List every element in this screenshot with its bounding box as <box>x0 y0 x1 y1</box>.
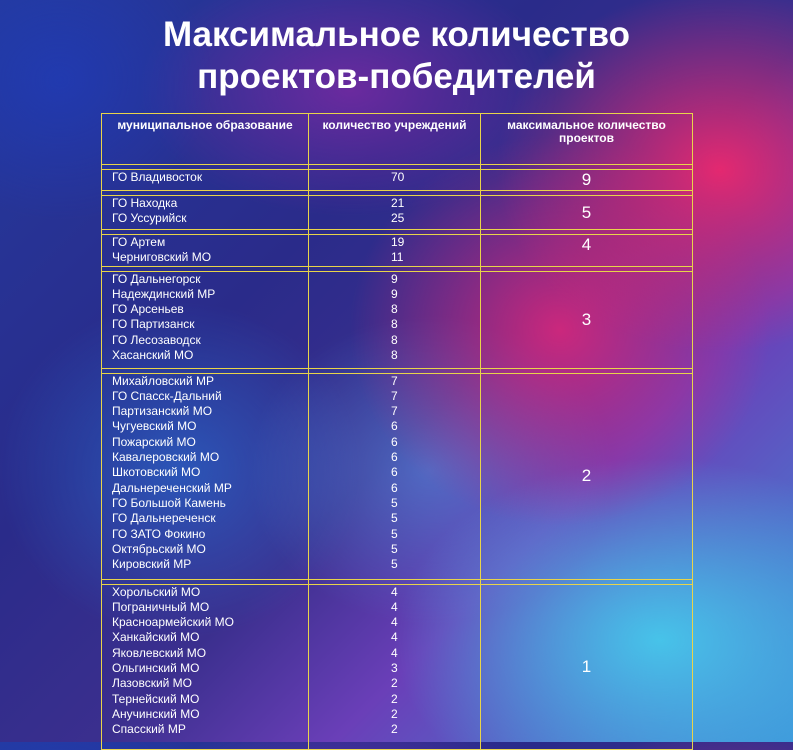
municipality-name: ГО Уссурийск <box>112 211 187 226</box>
title-line-2: проектов-победителей <box>197 57 596 96</box>
municipality-name: Дальнереченский МР <box>112 480 232 495</box>
municipality-name: Чугуевский МО <box>112 419 197 434</box>
municipality-name: Партизанский МО <box>112 404 213 419</box>
institutions-count-cell <box>309 170 481 191</box>
institutions-count: 3 <box>391 661 398 676</box>
municipality-name: ГО Дальнереченск <box>112 511 216 526</box>
institutions-count: 2 <box>391 691 398 706</box>
municipality-cell <box>102 196 309 230</box>
institutions-count-cell <box>309 373 481 579</box>
table-header-row <box>102 114 693 165</box>
institutions-count: 5 <box>391 495 398 510</box>
municipality-cell <box>102 271 309 368</box>
institutions-count: 6 <box>391 450 398 465</box>
municipality-name: Кировский МР <box>112 557 192 572</box>
institutions-count: 8 <box>391 302 398 317</box>
institutions-count: 4 <box>391 584 398 599</box>
institutions-count: 19 <box>391 235 405 249</box>
municipality-name: Ханкайский МО <box>112 630 200 645</box>
municipality-name: ГО Большой Камень <box>112 495 226 510</box>
group-row <box>102 373 693 579</box>
municipality-cell <box>102 373 309 579</box>
municipality-name: Октябрьский МО <box>112 541 206 556</box>
municipality-name: Хорольский МО <box>112 584 201 599</box>
municipality-name: ГО Лесозаводск <box>112 332 201 347</box>
institutions-count: 8 <box>391 317 398 332</box>
institutions-count: 5 <box>391 541 398 556</box>
header-max-projects: максимальное количество проектов <box>481 114 693 165</box>
municipality-name: Яковлевский МО <box>112 645 207 660</box>
municipality-name: ГО Партизанск <box>112 317 195 332</box>
max-projects-cell: 9 <box>481 170 693 191</box>
max-projects-cell: 4 <box>481 235 693 267</box>
group-row <box>102 235 693 267</box>
institutions-count-cell <box>309 235 481 267</box>
institutions-count: 4 <box>391 599 398 614</box>
max-projects-cell: 1 <box>481 584 693 749</box>
institutions-count: 7 <box>391 404 398 419</box>
municipality-name: Черниговский МО <box>112 250 212 265</box>
institutions-count-cell <box>309 271 481 368</box>
institutions-count: 5 <box>391 511 398 526</box>
municipality-name: Пожарский МО <box>112 434 196 449</box>
group-row <box>102 196 693 230</box>
max-projects-cell: 5 <box>481 196 693 230</box>
institutions-count: 9 <box>391 271 398 286</box>
institutions-count: 2 <box>391 706 398 721</box>
projects-table <box>101 113 693 750</box>
municipality-name: Кавалеровский МО <box>112 450 220 465</box>
municipality-name: Хасанский МО <box>112 348 194 363</box>
municipality-name: Пограничный МО <box>112 599 210 614</box>
institutions-count: 6 <box>391 419 398 434</box>
institutions-count: 6 <box>391 434 398 449</box>
municipality-cell <box>102 584 309 749</box>
institutions-count: 7 <box>391 373 398 388</box>
institutions-count: 8 <box>391 332 398 347</box>
institutions-count: 7 <box>391 388 398 403</box>
institutions-count: 21 <box>391 196 405 210</box>
institutions-count: 70 <box>391 170 405 184</box>
municipality-name: Шкотовский МО <box>112 465 201 480</box>
institutions-count: 8 <box>391 348 398 363</box>
municipality-cell <box>102 170 309 191</box>
municipality-name: ГО Дальнегорск <box>112 271 201 286</box>
municipality-name: ГО Владивосток <box>112 170 203 184</box>
institutions-count: 9 <box>391 286 398 301</box>
municipality-name: ГО ЗАТО Фокино <box>112 526 206 541</box>
title-line-1: Максимальное количество <box>162 15 631 54</box>
institutions-count: 6 <box>391 465 398 480</box>
page-title <box>0 14 793 98</box>
municipality-name: Анучинский МО <box>112 706 200 721</box>
municipality-name: Михайловский МР <box>112 373 214 388</box>
institutions-count: 4 <box>391 645 398 660</box>
institutions-count-cell <box>309 584 481 749</box>
institutions-count: 5 <box>391 557 398 572</box>
municipality-name: ГО Находка <box>112 196 178 210</box>
municipality-name: Тернейский МО <box>112 691 200 706</box>
institutions-count: 4 <box>391 615 398 630</box>
group-row <box>102 584 693 749</box>
institutions-count: 11 <box>391 250 404 265</box>
institutions-count: 25 <box>391 211 405 226</box>
institutions-count-cell <box>309 196 481 230</box>
municipality-name: ГО Спасск-Дальний <box>112 388 222 403</box>
header-institutions-count: количество учреждений <box>309 114 481 165</box>
municipality-cell <box>102 235 309 267</box>
municipality-name: Надеждинский МР <box>112 286 216 301</box>
municipality-name: ГО Артем <box>112 235 166 249</box>
institutions-count: 2 <box>391 722 398 737</box>
municipality-name: ГО Арсеньев <box>112 302 184 317</box>
group-row <box>102 271 693 368</box>
header-municipality: муниципальное образование <box>102 114 309 165</box>
institutions-count: 6 <box>391 480 398 495</box>
max-projects-cell: 3 <box>481 271 693 368</box>
table-body <box>102 165 693 750</box>
institutions-count: 5 <box>391 526 398 541</box>
institutions-count: 2 <box>391 676 398 691</box>
municipality-name: Лазовский МО <box>112 676 193 691</box>
institutions-count: 4 <box>391 630 398 645</box>
municipality-name: Ольгинский МО <box>112 661 200 676</box>
municipality-name: Спасский МР <box>112 722 186 737</box>
max-projects-cell: 2 <box>481 373 693 579</box>
group-row <box>102 170 693 191</box>
municipality-name: Красноармейский МО <box>112 615 234 630</box>
